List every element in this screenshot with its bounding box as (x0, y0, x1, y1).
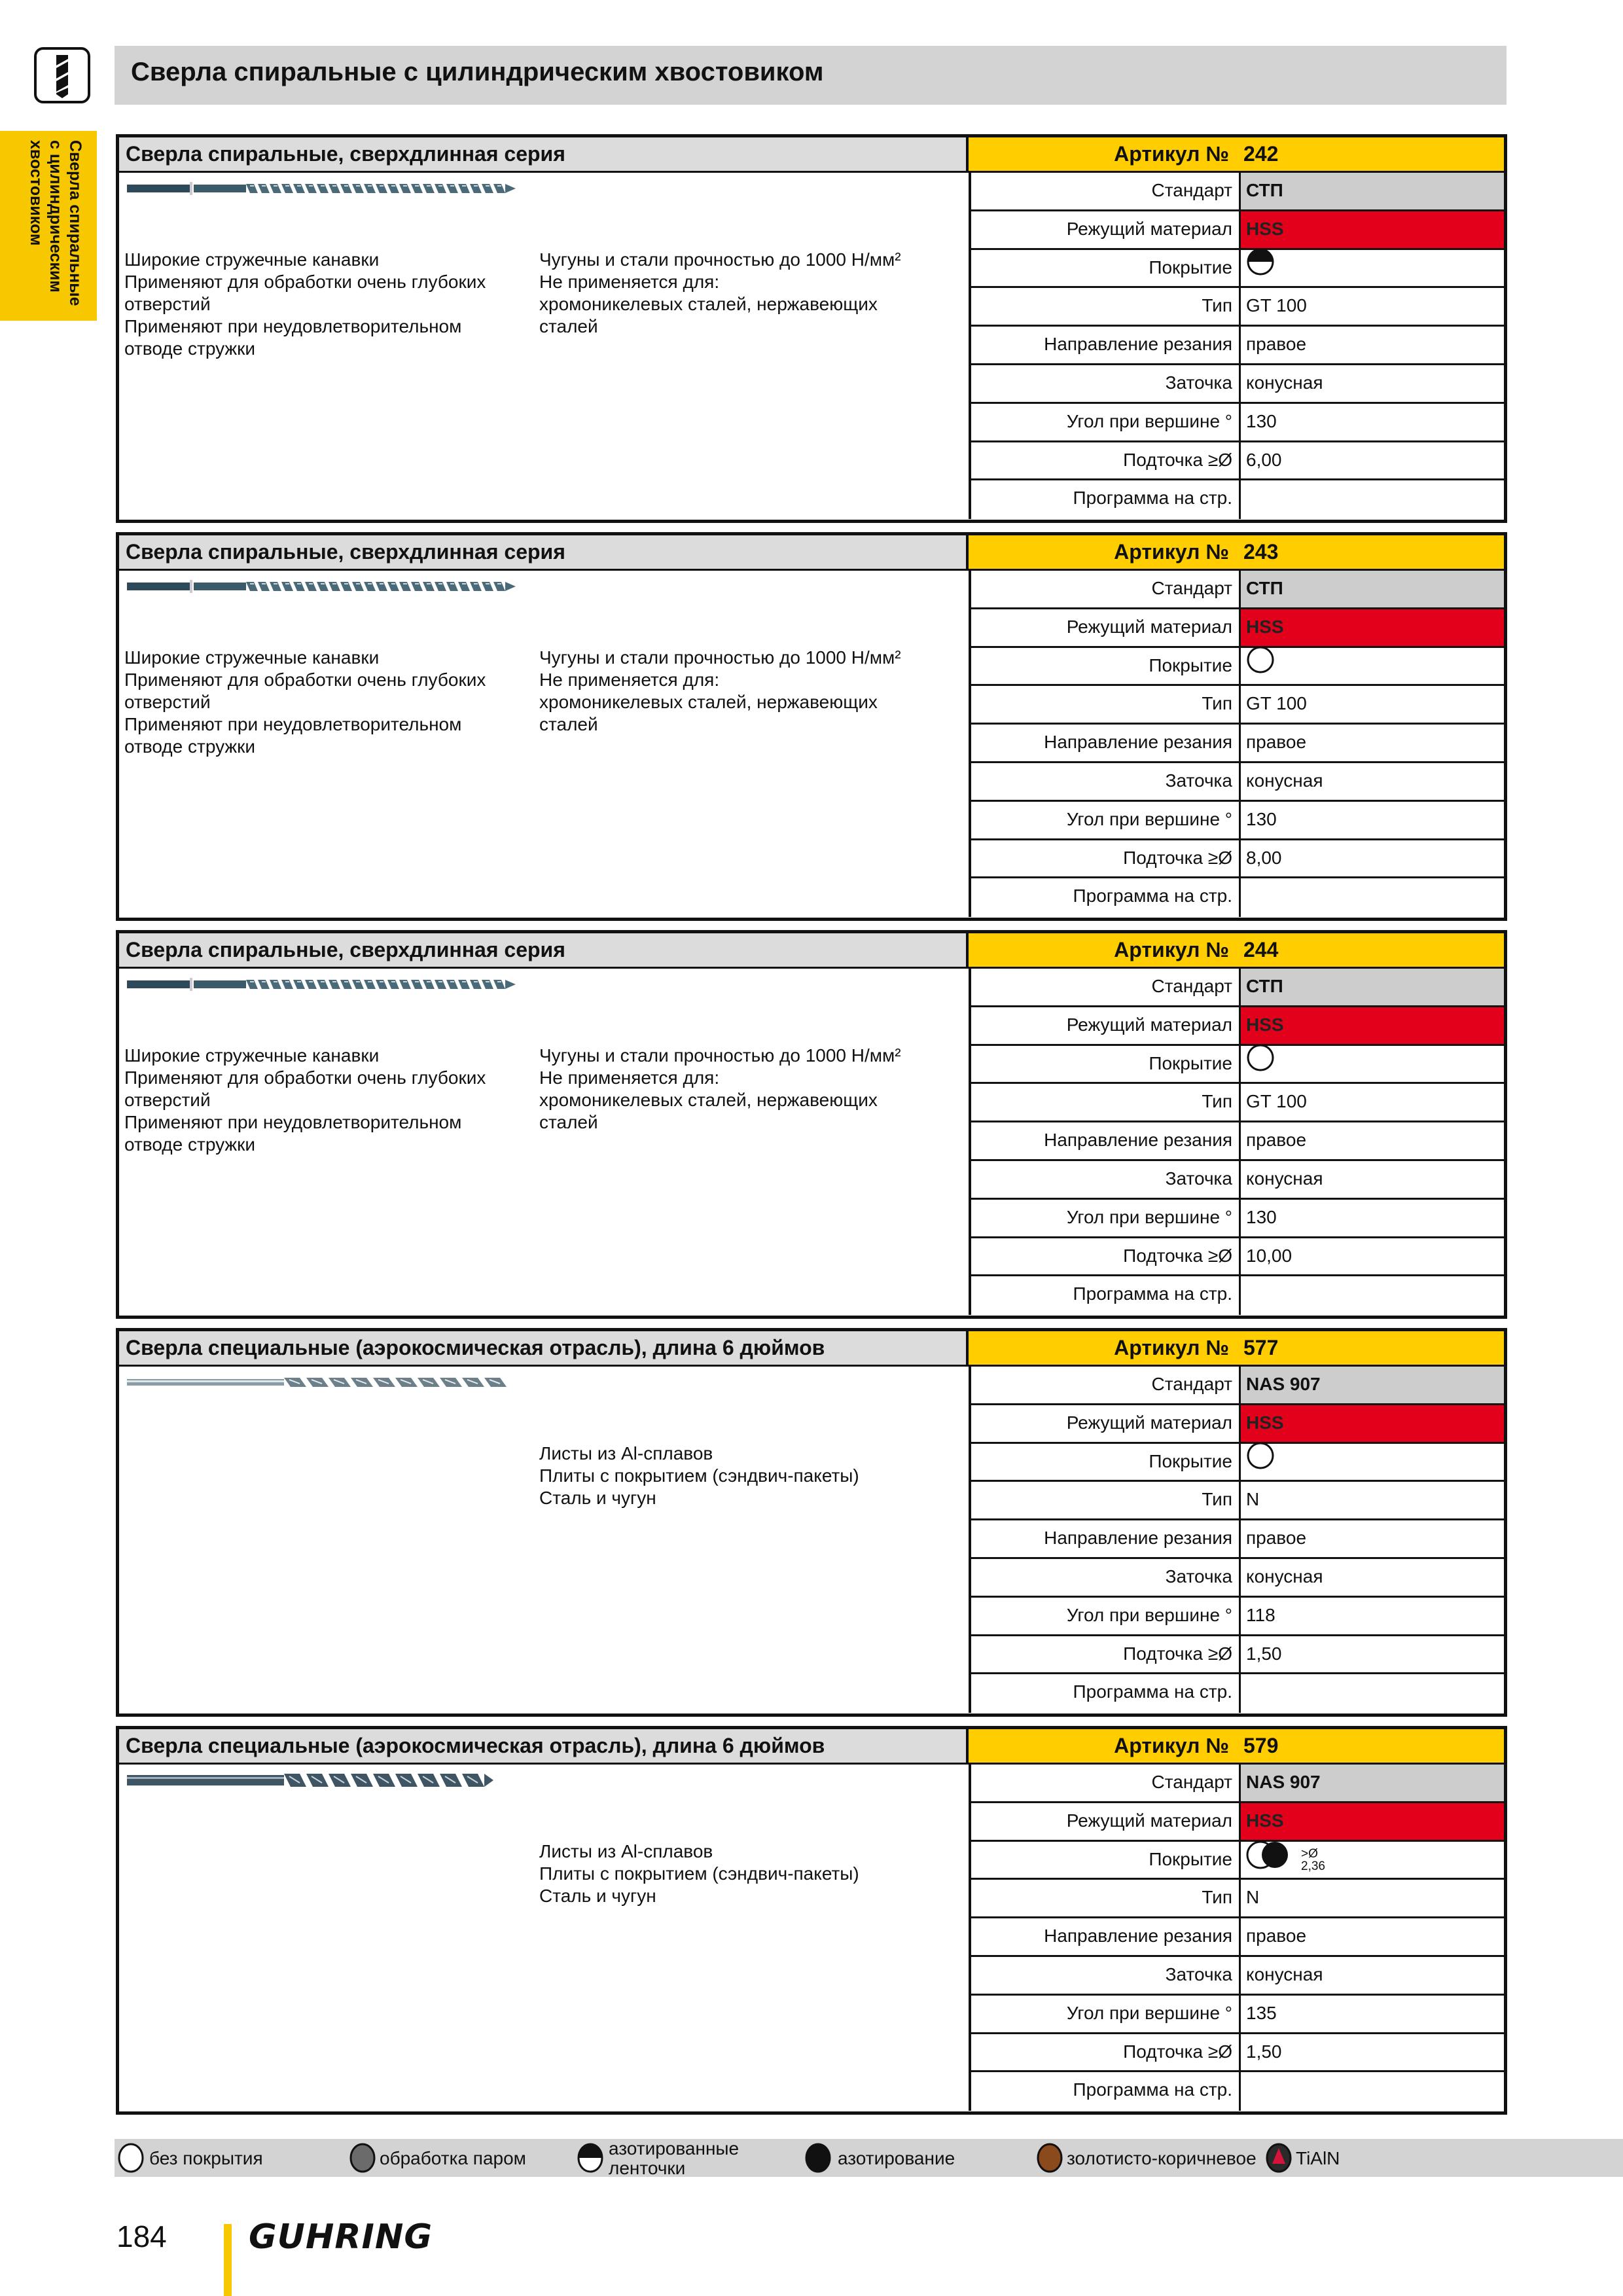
article-number: 579 (1243, 1734, 1279, 1757)
side-tab-label: Сверла спиральные с цилиндрическим хвостовиком (27, 140, 84, 306)
spec-label-angle: Угол при вершине ° (971, 1996, 1241, 2032)
spec-value-program (1241, 878, 1504, 917)
legend-nitrided: азотирование (838, 2148, 955, 2168)
spec-row-point (971, 365, 1504, 404)
spec-row-point (971, 1161, 1504, 1200)
spec-value-point: конусная (1246, 1566, 1323, 1587)
spec-row-program (971, 1674, 1504, 1713)
spec-value-type: GT 100 (1246, 295, 1307, 316)
product-block (116, 532, 1507, 921)
spec-label-material: Режущий материал (971, 211, 1241, 248)
spec-value-angle: 135 (1246, 2002, 1277, 2023)
spec-row-material (971, 609, 1504, 648)
spec-row-point (971, 1957, 1504, 1996)
spec-row-direction (971, 1520, 1504, 1559)
spec-label-material: Режущий материал (971, 609, 1241, 646)
spec-value-coating (1241, 1046, 1504, 1083)
spec-row-program (971, 878, 1504, 917)
spec-label-thinning: Подточка ≥Ø (971, 442, 1241, 479)
product-title: Сверла специальные (аэрокосмическая отрасль), длина 6 дюймов (119, 1729, 969, 1765)
spec-row-angle (971, 1996, 1504, 2034)
spec-label-standard: Стандарт (971, 173, 1241, 209)
spec-value-direction: правое (1246, 732, 1307, 753)
article-label: Артикул № (1114, 1734, 1229, 1757)
spec-label-direction: Направление резания (971, 1520, 1241, 1557)
spec-value-direction: правое (1246, 1528, 1307, 1549)
gold-brown-icon (1035, 2142, 1065, 2174)
description-right: Листы из Al-сплавов Плиты с покрытием (сэндвич-пакеты) Сталь и чугун (539, 1841, 859, 1906)
spec-label-standard: Стандарт (971, 571, 1241, 607)
spec-table (969, 969, 1504, 1315)
uncoated-icon (1246, 1441, 1275, 1482)
spec-row-point (971, 1559, 1504, 1598)
legend-uncoated: без покрытия (149, 2148, 263, 2168)
product-block (116, 1328, 1507, 1717)
spec-label-standard: Стандарт (971, 969, 1241, 1005)
spec-label-thinning: Подточка ≥Ø (971, 1238, 1241, 1275)
spec-value-standard: СТП (1241, 173, 1504, 209)
article-number: 242 (1243, 142, 1279, 166)
spec-label-program: Программа на стр. (971, 480, 1241, 519)
spec-value-material: HSS (1241, 1803, 1504, 1840)
spec-value-point: конусная (1246, 372, 1323, 393)
guhring-logo: GUHRING (249, 2217, 433, 2257)
spec-label-coating: Покрытие (971, 250, 1241, 287)
spec-value-angle: 130 (1246, 808, 1277, 829)
spec-label-program: Программа на стр. (971, 1674, 1241, 1713)
spec-row-direction (971, 1918, 1504, 1957)
product-title: Сверла спиральные, сверхдлинная серия (119, 933, 969, 969)
product-title: Сверла спиральные, сверхдлинная серия (119, 137, 969, 173)
uncoated-icon (1246, 645, 1275, 686)
spec-value-standard: СТП (1241, 969, 1504, 1005)
spec-value-coating (1241, 648, 1504, 685)
spec-value-angle: 130 (1246, 1206, 1277, 1227)
spec-value-standard: NAS 907 (1241, 1765, 1504, 1801)
spec-table (969, 1367, 1504, 1713)
spec-label-coating: Покрытие (971, 648, 1241, 685)
nitrided-icon (804, 2142, 834, 2174)
spec-value-thinning: 10,00 (1246, 1245, 1293, 1266)
article-number: 243 (1243, 540, 1279, 564)
article-label: Артикул № (1114, 142, 1229, 166)
spec-label-coating: Покрытие (971, 1842, 1241, 1878)
spec-row-thinning (971, 442, 1504, 481)
spec-label-direction: Направление резания (971, 725, 1241, 761)
spec-label-angle: Угол при вершине ° (971, 1200, 1241, 1236)
spec-value-type: N (1246, 1887, 1260, 1908)
spec-value-type: GT 100 (1246, 693, 1307, 714)
spec-row-type (971, 288, 1504, 327)
spec-value-program (1241, 2072, 1504, 2111)
spec-row-material (971, 1405, 1504, 1444)
spec-value-angle: 130 (1246, 410, 1277, 431)
spec-row-standard (971, 1367, 1504, 1405)
spec-row-program (971, 480, 1504, 519)
spec-label-thinning: Подточка ≥Ø (971, 2034, 1241, 2071)
spec-label-material: Режущий материал (971, 1803, 1241, 1840)
spec-row-coating (971, 1842, 1504, 1880)
spec-label-point: Заточка (971, 1161, 1241, 1198)
article-header (969, 535, 1504, 571)
spec-row-material (971, 1803, 1504, 1842)
legend-gold-brown: золотисто-коричневое (1067, 2148, 1257, 2168)
footer-accent-bar (224, 2224, 232, 2296)
spec-row-type (971, 686, 1504, 725)
legend-nitrided-lands: азотированные ленточки (609, 2138, 740, 2178)
spec-label-material: Режущий материал (971, 1007, 1241, 1044)
spec-label-point: Заточка (971, 763, 1241, 800)
spec-label-point: Заточка (971, 1559, 1241, 1596)
description-right: Чугуны и стали прочностью до 1000 Н/мм² Не применяется для: хромоникелевых сталей, нержавеющих сталей (539, 1045, 901, 1132)
spec-label-program: Программа на стр. (971, 878, 1241, 917)
spec-value-thinning: 1,50 (1246, 1643, 1282, 1664)
spec-label-program: Программа на стр. (971, 1276, 1241, 1315)
spec-row-standard (971, 1765, 1504, 1803)
spec-row-thinning (971, 840, 1504, 879)
article-label: Артикул № (1114, 540, 1229, 564)
spec-row-type (971, 1880, 1504, 1918)
spec-label-angle: Угол при вершине ° (971, 802, 1241, 838)
spec-value-angle: 118 (1246, 1604, 1275, 1625)
spec-value-thinning: 8,00 (1246, 847, 1282, 868)
spec-label-angle: Угол при вершине ° (971, 1598, 1241, 1634)
spec-value-material: HSS (1241, 211, 1504, 248)
drill-image (126, 175, 518, 205)
drill-image (126, 971, 518, 1001)
side-tab (0, 131, 97, 321)
spec-row-type (971, 1482, 1504, 1520)
spec-value-program (1241, 1276, 1504, 1315)
article-number: 577 (1243, 1336, 1279, 1359)
article-header (969, 933, 1504, 969)
article-header (969, 1331, 1504, 1367)
spec-label-program: Программа на стр. (971, 2072, 1241, 2111)
spec-value-standard: NAS 907 (1241, 1367, 1504, 1403)
spec-row-angle (971, 1200, 1504, 1238)
description-left: Широкие стружечные канавки Применяют для обработки очень глубоких отверстий Применяют при неудовлетворительном отводе стружки (124, 249, 486, 359)
nitrided-lands-icon (576, 2142, 606, 2174)
description-right: Чугуны и стали прочностью до 1000 Н/мм² Не применяется для: хромоникелевых сталей, нержавеющих сталей (539, 647, 901, 734)
product-title: Сверла спиральные, сверхдлинная серия (119, 535, 969, 571)
spec-label-point: Заточка (971, 365, 1241, 402)
spec-label-direction: Направление резания (971, 1918, 1241, 1955)
spec-row-angle (971, 802, 1504, 840)
spec-value-point: конусная (1246, 1168, 1323, 1189)
spec-value-direction: правое (1246, 334, 1307, 355)
spec-value-direction: правое (1246, 1130, 1307, 1151)
spec-label-type: Тип (971, 686, 1241, 723)
product-block (116, 930, 1507, 1319)
article-label: Артикул № (1114, 1336, 1229, 1359)
uncoated-icon (1246, 1043, 1275, 1084)
spec-row-program (971, 2072, 1504, 2111)
spec-row-standard (971, 969, 1504, 1007)
spec-label-direction: Направление резания (971, 1122, 1241, 1159)
spec-row-direction (971, 1122, 1504, 1161)
page-number: 184 (116, 2219, 167, 2253)
spec-table (969, 1765, 1504, 2111)
spec-row-coating (971, 1444, 1504, 1482)
spec-label-thinning: Подточка ≥Ø (971, 1636, 1241, 1673)
article-header (969, 137, 1504, 173)
spec-row-standard (971, 173, 1504, 211)
spec-row-angle (971, 404, 1504, 442)
spec-label-standard: Стандарт (971, 1367, 1241, 1403)
article-label: Артикул № (1114, 938, 1229, 961)
spec-value-material: HSS (1241, 1405, 1504, 1442)
legend-tialn: TiAlN (1296, 2148, 1340, 2168)
spec-label-type: Тип (971, 1880, 1241, 1916)
spec-value-thinning: 6,00 (1246, 449, 1282, 470)
legend-steam: обработка паром (380, 2148, 526, 2168)
spec-value-point: конусная (1246, 1964, 1323, 1984)
spec-row-point (971, 763, 1504, 802)
spec-label-angle: Угол при вершине ° (971, 404, 1241, 440)
drill-image (126, 573, 518, 603)
spec-row-type (971, 1084, 1504, 1122)
spec-row-coating (971, 1046, 1504, 1085)
spec-label-direction: Направление резания (971, 327, 1241, 363)
spec-row-thinning (971, 1238, 1504, 1277)
spec-value-coating (1241, 1444, 1504, 1480)
description-left: Широкие стружечные канавки Применяют для обработки очень глубоких отверстий Применяют при неудовлетворительном отводе стружки (124, 647, 486, 757)
drill-icon (34, 47, 90, 103)
spec-value-program (1241, 1674, 1504, 1713)
spec-value-type: GT 100 (1246, 1091, 1307, 1112)
spec-value-type: N (1246, 1489, 1260, 1510)
spec-label-standard: Стандарт (971, 1765, 1241, 1801)
spec-value-point: конусная (1246, 770, 1323, 791)
spec-row-coating (971, 250, 1504, 289)
steam-icon (348, 2142, 378, 2174)
article-header (969, 1729, 1504, 1765)
spec-value-standard: СТП (1241, 571, 1504, 607)
description-right: Чугуны и стали прочностью до 1000 Н/мм² Не применяется для: хромоникелевых сталей, нержавеющих сталей (539, 249, 901, 336)
coating-note: >Ø 2,36 (1301, 1846, 1325, 1873)
spec-row-coating (971, 648, 1504, 687)
uncoated-icon (116, 2142, 147, 2174)
description-right: Листы из Al-сплавов Плиты с покрытием (сэндвич-пакеты) Сталь и чугун (539, 1443, 859, 1508)
product-block (116, 134, 1507, 523)
steam-half-icon (1246, 247, 1275, 288)
tialn-icon (1264, 2142, 1294, 2174)
spec-value-coating (1241, 1842, 1504, 1878)
spec-value-material: HSS (1241, 609, 1504, 646)
spec-label-coating: Покрытие (971, 1444, 1241, 1480)
spec-value-coating (1241, 250, 1504, 287)
spec-label-coating: Покрытие (971, 1046, 1241, 1083)
spec-value-direction: правое (1246, 1926, 1307, 1946)
drill-image (126, 1767, 518, 1797)
page-title: Сверла спиральные с цилиндрическим хвостовиком (131, 58, 824, 86)
spec-label-point: Заточка (971, 1957, 1241, 1994)
spec-row-material (971, 1007, 1504, 1046)
spec-label-type: Тип (971, 1084, 1241, 1121)
spec-row-thinning (971, 1636, 1504, 1675)
spec-label-thinning: Подточка ≥Ø (971, 840, 1241, 877)
spec-row-direction (971, 725, 1504, 763)
spec-value-program (1241, 480, 1504, 519)
article-number: 244 (1243, 938, 1279, 961)
spec-row-thinning (971, 2034, 1504, 2073)
spec-row-program (971, 1276, 1504, 1315)
uncoated-and-nitrided-icon (1246, 1839, 1298, 1882)
spec-row-material (971, 211, 1504, 250)
drill-image (126, 1369, 518, 1399)
description-left: Широкие стружечные канавки Применяют для обработки очень глубоких отверстий Применяют при неудовлетворительном отводе стружки (124, 1045, 486, 1155)
spec-table (969, 173, 1504, 519)
product-block (116, 1726, 1507, 2115)
spec-label-type: Тип (971, 288, 1241, 325)
spec-label-material: Режущий материал (971, 1405, 1241, 1442)
spec-value-material: HSS (1241, 1007, 1504, 1044)
spec-row-standard (971, 571, 1504, 609)
spec-table (969, 571, 1504, 917)
spec-row-angle (971, 1598, 1504, 1636)
spec-label-type: Тип (971, 1482, 1241, 1518)
spec-value-thinning: 1,50 (1246, 2041, 1282, 2062)
product-title: Сверла специальные (аэрокосмическая отрасль), длина 6 дюймов (119, 1331, 969, 1367)
spec-row-direction (971, 327, 1504, 365)
